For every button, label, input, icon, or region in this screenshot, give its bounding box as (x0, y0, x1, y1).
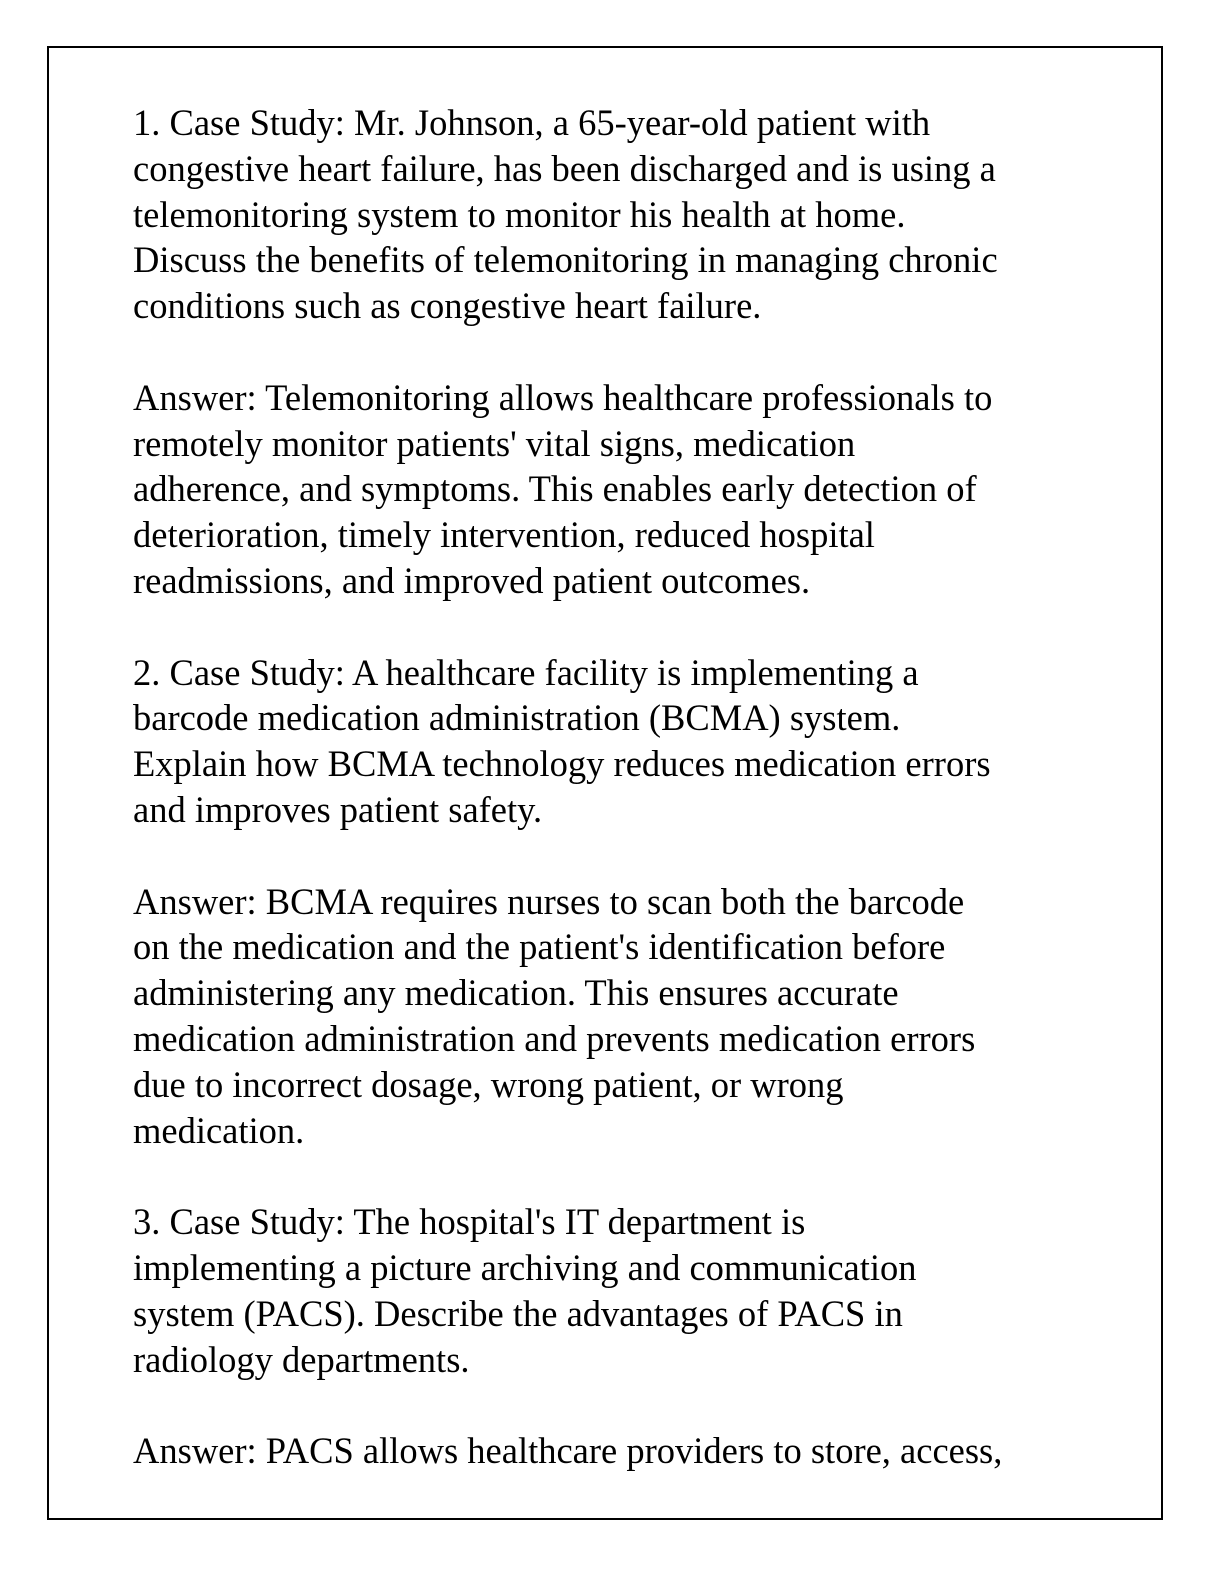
text-line: congestive heart failure, has been discharged and is using a (133, 147, 996, 189)
text-line: on the medication and the patient's identification before (133, 926, 946, 968)
text-line: deterioration, timely intervention, reduced hospital (133, 514, 875, 556)
case-study-2-answer (133, 879, 1093, 1154)
text-line: 3. Case Study: The hospital's IT department is (133, 1201, 806, 1243)
text-line: readmissions, and improved patient outcomes. (133, 559, 811, 601)
document-body (133, 100, 1093, 1520)
text-line: administering any medication. This ensures accurate (133, 972, 899, 1014)
text-line: system (PACS). Describe the advantages of PACS in (133, 1292, 903, 1334)
text-line: medication administration and prevents medication errors (133, 1017, 976, 1059)
text-line: telemonitoring system to monitor his health at home. (133, 193, 906, 235)
case-study-3-answer (133, 1428, 1093, 1474)
case-study-2-question (133, 650, 1093, 833)
case-study-1-answer (133, 375, 1093, 604)
text-line: and improves patient safety. (133, 788, 543, 830)
text-line: remotely monitor patients' vital signs, medication (133, 422, 856, 464)
text-line: due to incorrect dosage, wrong patient, or wrong (133, 1063, 844, 1105)
text-line: 2. Case Study: A healthcare facility is implementing a (133, 651, 919, 693)
text-line: radiology departments. (133, 1338, 470, 1380)
text-line: Discuss the benefits of telemonitoring in managing chronic (133, 239, 998, 281)
text-line: Answer: PACS allows healthcare providers to store, access, (133, 1430, 1003, 1472)
text-line: conditions such as congestive heart failure. (133, 285, 762, 327)
text-line: medication. (133, 1109, 305, 1151)
case-study-3-question (133, 1199, 1093, 1382)
text-line: Explain how BCMA technology reduces medication errors (133, 743, 991, 785)
text-line: implementing a picture archiving and communication (133, 1246, 917, 1288)
text-line: barcode medication administration (BCMA) system. (133, 697, 901, 739)
text-line: Answer: Telemonitoring allows healthcare professionals to (133, 376, 993, 418)
text-line: adherence, and symptoms. This enables early detection of (133, 468, 977, 510)
text-line: 1. Case Study: Mr. Johnson, a 65-year-old patient with (133, 102, 931, 143)
text-line: Answer: BCMA requires nurses to scan both the barcode (133, 880, 965, 922)
case-study-1-question (133, 100, 1093, 329)
